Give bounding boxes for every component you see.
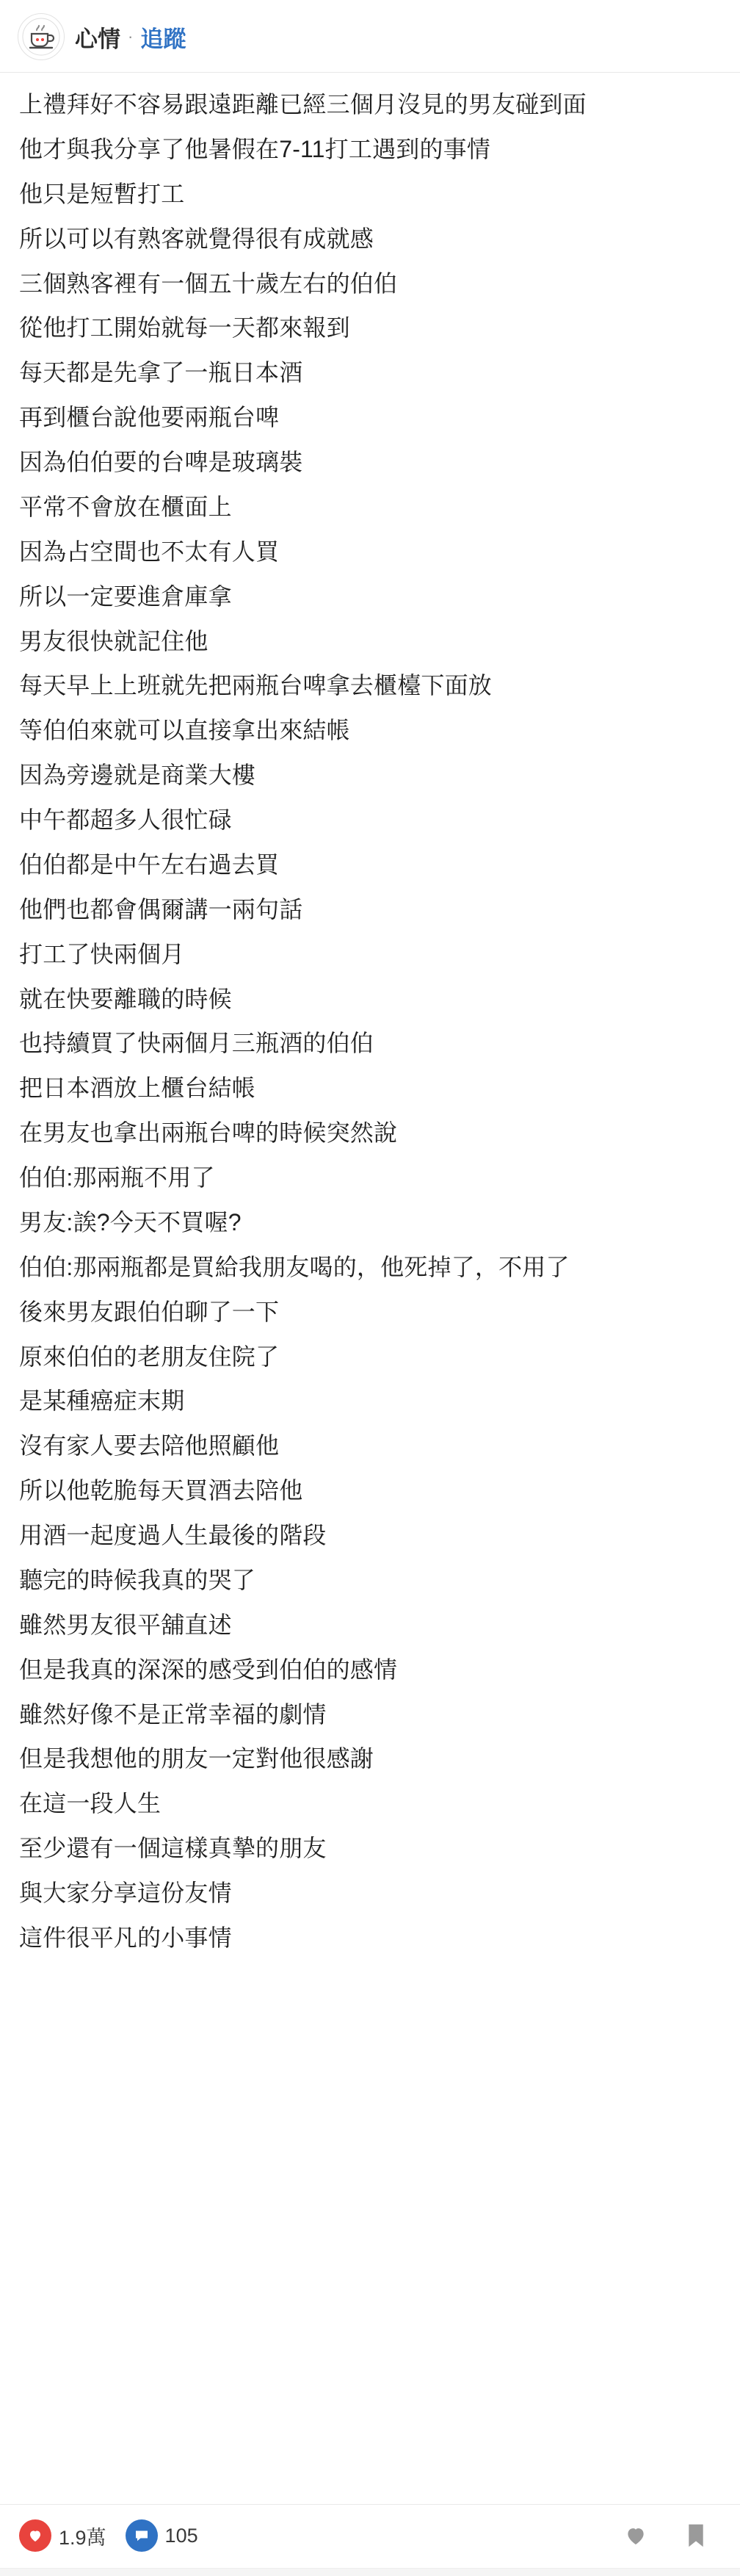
comment-icon [126, 2519, 158, 2552]
board-name[interactable]: 心情 [75, 26, 120, 52]
post-paragraph: 原來伯伯的老朋友住院了 [19, 1343, 280, 1370]
post-paragraph: 所以一定要進倉庫拿 [19, 582, 232, 610]
post-paragraph: 所以可以有熟客就覺得很有成就感 [19, 225, 374, 252]
comment-summary[interactable] [126, 2519, 198, 2552]
bottom-strip [0, 2568, 740, 2576]
post-paragraph: 平常不會放在櫃面上 [19, 493, 232, 520]
post-paragraph: 上禮拜好不容易跟遠距離已經三個月沒見的男友碰到面 [19, 91, 587, 118]
post-paragraph: 後來男友跟伯伯聊了一下 [19, 1298, 280, 1325]
post-paragraph: 至少還有一個這樣真摯的朋友 [19, 1835, 327, 1862]
comment-count: 105 [164, 2524, 198, 2547]
post-paragraph: 與大家分享這份友情 [19, 1880, 232, 1906]
post-paragraph: 男友很快就記住他 [19, 627, 208, 654]
post-paragraph: 用酒一起度過人生最後的階段 [19, 1522, 327, 1548]
post-paragraph: 把日本酒放上櫃台結帳 [19, 1075, 256, 1102]
avatar[interactable] [18, 13, 65, 60]
action-buttons [621, 2520, 721, 2551]
coffee-cup-icon [22, 18, 60, 56]
post-paragraph: 伯伯都是中午左右過去買 [19, 851, 280, 878]
post-paragraph: 在這一段人生 [19, 1790, 162, 1817]
post-paragraph: 再到櫃台說他要兩瓶台啤 [19, 404, 280, 431]
post-paragraph: 也持續買了快兩個月三瓶酒的伯伯 [19, 1030, 374, 1057]
follow-button[interactable]: 追蹤 [140, 26, 186, 52]
post-paragraph: 他才與我分享了他暑假在7-11打工遇到的事情 [19, 135, 491, 162]
board-meta [75, 21, 186, 54]
post-paragraph: 每天都是先拿了一瓶日本酒 [19, 359, 303, 386]
post-paragraph: 在男友也拿出兩瓶台啤的時候突然說 [19, 1119, 398, 1147]
like-summary[interactable] [19, 2519, 106, 2552]
post-paragraph: 中午都超多人很忙碌 [19, 807, 232, 833]
post-paragraph: 就在快要離職的時候 [19, 985, 232, 1012]
post-paragraph: 他只是短暫打工 [19, 180, 185, 207]
heart-icon [19, 2519, 51, 2552]
post-paragraph: 沒有家人要去陪他照顧他 [19, 1432, 280, 1460]
bookmark-button[interactable] [681, 2520, 711, 2551]
post-paragraph: 從他打工開始就每一天都來報到 [19, 314, 350, 342]
post-paragraph: 但是我真的深深的感受到伯伯的感情 [19, 1656, 398, 1683]
post-paragraph: 雖然男友很平舖直述 [19, 1611, 232, 1638]
separator-dot: · [128, 27, 134, 46]
reaction-summary [19, 2519, 198, 2552]
post-paragraph: 因為旁邊就是商業大樓 [19, 762, 256, 789]
post-paragraph: 他們也都會偶爾講一兩句話 [19, 895, 303, 923]
post-header [0, 0, 740, 73]
post-paragraph: 等伯伯來就可以直接拿出來結帳 [19, 717, 350, 744]
post-paragraph: 聽完的時候我真的哭了 [19, 1566, 256, 1593]
post-paragraph: 伯伯:那兩瓶不用了 [19, 1164, 215, 1191]
post-paragraph: 因為伯伯要的台啤是玻璃裝 [19, 449, 303, 475]
post-paragraph: 所以他乾脆每天買酒去陪他 [19, 1477, 303, 1504]
post-paragraph: 雖然好像不是正常幸福的劇情 [19, 1700, 327, 1728]
post-action-bar [0, 2504, 740, 2568]
post-paragraph: 這件很平凡的小事情 [19, 1924, 232, 1951]
post-paragraph: 但是我想他的朋友一定對他很感謝 [19, 1745, 374, 1772]
post-paragraph: 因為占空間也不太有人買 [19, 538, 280, 565]
post-paragraph: 三個熟客裡有一個五十歲左右的伯伯 [19, 270, 398, 297]
post-paragraph: 是某種癌症末期 [19, 1388, 185, 1415]
post-paragraph: 男友:誒?今天不買喔? [19, 1208, 242, 1235]
post-paragraph: 每天早上上班就先把兩瓶台啤拿去櫃檯下面放 [19, 672, 493, 699]
post-paragraph: 打工了快兩個月 [19, 940, 185, 967]
like-count: 1.9萬 [59, 2526, 106, 2549]
post-paragraph: 伯伯:那兩瓶都是買給我朋友喝的，他死掉了，不用了 [19, 1253, 570, 1280]
like-action-button[interactable] [621, 2520, 650, 2551]
post-content [0, 73, 740, 2504]
